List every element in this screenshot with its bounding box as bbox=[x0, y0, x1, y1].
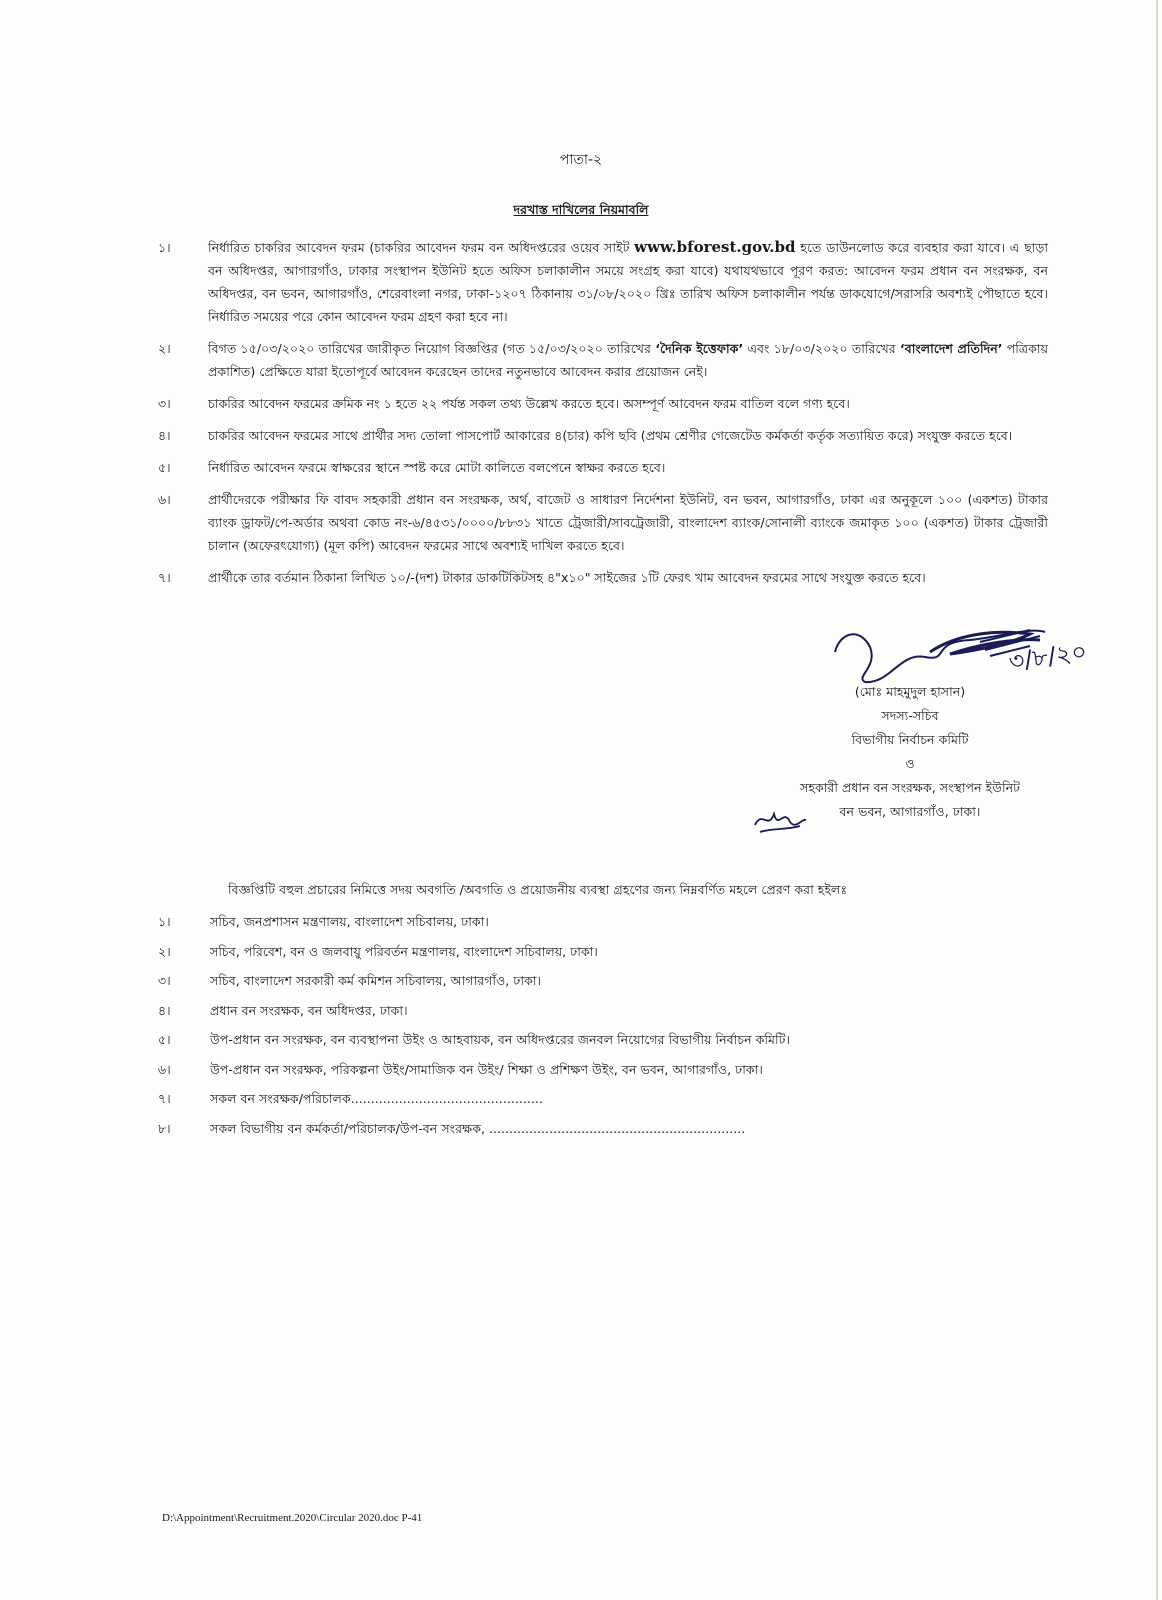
rule-text bbox=[208, 566, 1048, 589]
rule-text bbox=[208, 236, 1048, 328]
distribution-number: ৫। bbox=[158, 1032, 171, 1047]
rule-text-part: হতে ডাউনলোড করে ব্যবহার করা যাবে। এ ছাড়া বন অধিদপ্তর, আগারগাঁও, ঢাকার সংস্থাপন ইউনিট হতে অফিস চলাকালীন সময়ে সংগ্রহ করা যাবে) যথাযথভাবে পূরণ করত: আবেদন ফরম প্রধান বন সংরক্ষক, বন অধিদপ্তর, বন ভবন, আগারগাঁও, শেরেবাংলা নগর, ঢাকা-১২০৭ ঠিকানায় ৩১/০৮/২০২০ খ্রিঃ তারিখ অফিস চলাকালীন পর্যন্ত ডাকযোগে/সরাসরি অবশ্যই পৌছাতে হবে। নির্ধারিত সময়ের পরে কোন আবেদন ফরম গ্রহণ করা হবে না। bbox=[208, 240, 1049, 324]
signatory-committee: বিভাগীয় নির্বাচন কমিটি bbox=[851, 732, 969, 747]
distribution-item bbox=[158, 1001, 1058, 1021]
page-edge bbox=[1156, 0, 1158, 1600]
rule-text bbox=[208, 456, 1048, 479]
distribution-item bbox=[158, 971, 1058, 991]
rule-number: ৬। bbox=[158, 492, 171, 507]
rule-text bbox=[208, 392, 1048, 415]
distribution-number: ৬। bbox=[158, 1061, 171, 1077]
signatory-name: (মোঃ মাহমুদুল হাসান) bbox=[854, 684, 966, 699]
distribution-text: সকল বন সংরক্ষক/পরিচালক................................................ bbox=[210, 1091, 543, 1106]
distribution-list bbox=[158, 912, 1058, 1148]
rule-number: ১। bbox=[158, 240, 171, 255]
rule-number: ২। bbox=[158, 341, 171, 356]
rule-text-part: চাকরির আবেদন ফরমের ক্রমিক নং ১ হতে ২২ পর্যন্ত সকল তথ্য উল্লেখ করতে হবে। অসম্পূর্ণ আবেদন ফরম বাতিল বলে গণ্য হবে। bbox=[208, 396, 850, 411]
rule-number: ৫। bbox=[158, 460, 171, 475]
website-url: www.bforest.gov.bd bbox=[634, 238, 796, 256]
distribution-text: উপ-প্রধান বন সংরক্ষক, বন ব্যবস্থাপনা উইং ও আহবায়ক, বন অধিদপ্তরের জনবল নিয়োগের বিভাগীয় নির্বাচন কমিটি। bbox=[210, 1032, 790, 1047]
page-number: পাতা-২ bbox=[559, 152, 603, 168]
distribution-number: ৪। bbox=[158, 1002, 171, 1018]
distribution-item bbox=[158, 912, 1058, 932]
signature-date: ৩/৮/২০ bbox=[1006, 637, 1089, 676]
distribution-item bbox=[158, 1119, 1058, 1139]
distribution-item bbox=[158, 1030, 1058, 1050]
initials-scribble bbox=[750, 800, 810, 840]
distribution-item bbox=[158, 942, 1058, 962]
rule-number: ৪। bbox=[158, 428, 171, 443]
rule-text-part: প্রার্থীদেরকে পরীক্ষার ফি বাবদ সহকারী প্রধান বন সংরক্ষক, অর্থ, বাজেট ও সাধারণ নির্দেশনা ইউনিট, বন ভবন, আগারগাঁও, ঢাকা এর অনুকূলে ১০০ (একশত) টাকার ব্যাংক ড্রাফট/পে-অর্ডার অথবা কোড নং-৬/৪৫৩১/০০০০/৮৮৩১ খাতে ট্রেজারী/সাবট্রেজারী, বাংলাদেশ ব্যাংক/সোনালী ব্যাংকে জমাকৃত ১০০ (একশত) টাকার ট্রেজারী চালান (অফেরৎযোগ্য) (মূল কপি) আবেদন ফরমের সাথে অবশ্যই দাখিল করতে হবে। bbox=[208, 492, 1048, 553]
rule-item bbox=[158, 456, 1048, 479]
rule-text-part: ‘দৈনিক ইত্তেফাক’ bbox=[655, 341, 744, 356]
rule-item bbox=[158, 566, 1048, 589]
file-path-footer: D:\Appointment\Recruitment.2020\Circular 2020.doc P-41 bbox=[162, 1512, 423, 1524]
signatory-address: বন ভবন, আগারগাঁও, ঢাকা। bbox=[839, 804, 981, 819]
distribution-number: ২। bbox=[158, 943, 171, 959]
rule-text-part: ‘বাংলাদেশ প্রতিদিন’ bbox=[899, 341, 1003, 356]
rule-item bbox=[158, 488, 1048, 557]
distribution-number: ৭। bbox=[158, 1091, 171, 1106]
rule-item bbox=[158, 424, 1048, 447]
signatory-and: ও bbox=[905, 756, 915, 771]
rule-text-part: এবং ১৮/০৩/২০২০ তারিখের bbox=[743, 341, 900, 356]
distribution-number: ১। bbox=[158, 914, 171, 929]
distribution-text: সকল বিভাগীয় বন কর্মকর্তা/পরিচালক/উপ-বন সংরক্ষক, ................................................................ bbox=[210, 1120, 746, 1136]
distribution-number: ৮। bbox=[158, 1120, 171, 1136]
distribution-text: সচিব, পরিবেশ, বন ও জলবায়ু পরিবর্তন মন্ত্রণালয়, বাংলাদেশ সচিবালয়, ঢাকা। bbox=[210, 943, 598, 959]
rule-text bbox=[208, 488, 1048, 557]
rules-list bbox=[158, 236, 1048, 598]
signatory-designation: সহকারী প্রধান বন সংরক্ষক, সংস্থাপন ইউনিট bbox=[800, 780, 1020, 795]
rule-item bbox=[158, 392, 1048, 415]
distribution-text: উপ-প্রধান বন সংরক্ষক, পরিকল্পনা উইং/সামাজিক বন উইং/ শিক্ষা ও প্রশিক্ষণ উইং, বন ভবন, আগারগাঁও, ঢাকা। bbox=[210, 1061, 763, 1077]
rule-number: ৩। bbox=[158, 396, 171, 411]
distribution-text: প্রধান বন সংরক্ষক, বন অধিদপ্তর, ঢাকা। bbox=[210, 1002, 408, 1018]
distribution-item bbox=[158, 1089, 1058, 1109]
rule-text-part: নির্ধারিত আবেদন ফরমে স্বাক্ষরের স্থানে স্পষ্ট করে মোটা কালিতে বলপেনে স্বাক্ষর করতে হবে। bbox=[208, 460, 666, 475]
rules-heading-text: দরখাস্ত দাখিলের নিয়মাবলি bbox=[513, 202, 649, 217]
rule-number: ৭। bbox=[158, 570, 171, 585]
rule-text-part: পত্রিকায় প্রকাশিত) প্রেক্ষিতে যারা ইতোপূর্বে আবেদন করেছেন তাদের নতুনভাবে আবেদন করার প্রয়োজন নেই। bbox=[208, 341, 1048, 379]
rule-text-part: বিগত ১৫/০৩/২০২০ তারিখের জারীকৃত নিয়োগ বিজ্ঞপ্তির (গত ১৫/০৩/২০২০ তারিখের bbox=[208, 341, 656, 356]
rule-text bbox=[208, 337, 1048, 383]
signatory-role: সদস্য-সচিব bbox=[881, 708, 939, 723]
distribution-intro: বিজ্ঞপ্তিটি বহুল প্রচারের নিমিত্তে সদয় অবগতি /অবগতি ও প্রয়োজনীয় ব্যবস্থা গ্রহণের জন্য নিম্নবর্ণিত মহলে প্রেরণ করা হইলঃ bbox=[228, 882, 848, 897]
rules-heading bbox=[0, 202, 1162, 222]
rule-text bbox=[208, 424, 1048, 447]
rule-item bbox=[158, 337, 1048, 383]
rule-text-part: নির্ধারিত চাকরির আবেদন ফরম (চাকরির আবেদন ফরম বন অধিদপ্তরের ওয়েব সাইট bbox=[208, 240, 635, 255]
rule-text-part: প্রার্থীকে তার বর্তমান ঠিকানা লিখিত ১০/-(দশ) টাকার ডাকটিকিটসহ ৪"x১০" সাইজের ১টি ফেরৎ খাম আবেদন ফরমের সাথে সংযুক্ত করতে হবে। bbox=[208, 570, 926, 585]
distribution-number: ৩। bbox=[158, 973, 171, 988]
distribution-text: সচিব, বাংলাদেশ সরকারী কর্ম কমিশন সচিবালয়, আগারগাঁও, ঢাকা। bbox=[210, 973, 542, 988]
distribution-item bbox=[158, 1060, 1058, 1080]
rule-text-part: চাকরির আবেদন ফরমের সাথে প্রার্থীর সদ্য তোলা পাসপোর্ট আকারের ৪(চার) কপি ছবি (প্রথম শ্রেণীর গেজেটেড কর্মকর্তা কর্তৃক সত্যায়িত করে) সংযুক্ত করতে হবে। bbox=[208, 428, 1013, 443]
rule-item bbox=[158, 236, 1048, 328]
distribution-text: সচিব, জনপ্রশাসন মন্ত্রণালয়, বাংলাদেশ সচিবালয়, ঢাকা। bbox=[210, 914, 489, 929]
